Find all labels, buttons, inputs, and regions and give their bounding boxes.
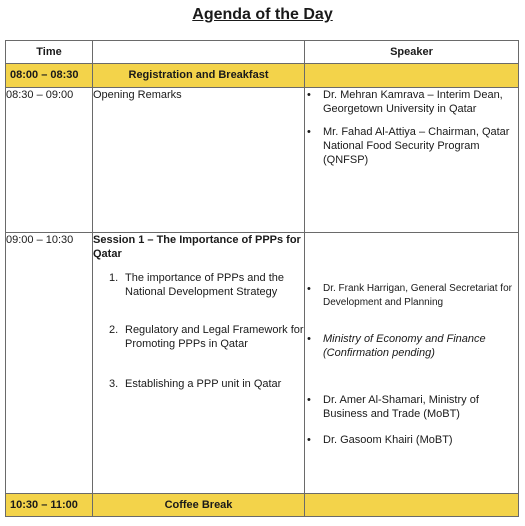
speaker-item — [305, 125, 518, 167]
agenda-table — [5, 40, 519, 517]
bullet-icon: • — [307, 434, 311, 447]
registration-time: 08:00 – 08:30 — [6, 64, 93, 87]
speaker-text: Mr. Fahad Al-Attiya – Chairman, Qatar National Food Security Program (QNFSP) — [323, 125, 510, 166]
agenda-item — [93, 377, 304, 391]
item-number: 3. — [109, 378, 119, 391]
item-text: Regulatory and Legal Framework for Promoting PPPs in Qatar — [125, 324, 304, 351]
item-number: 1. — [109, 272, 119, 285]
speaker-text: Ministry of Economy and Finance (Confirmation pending) — [323, 333, 486, 360]
registration-label: Registration and Breakfast — [93, 64, 305, 87]
session1-speakers — [305, 233, 519, 493]
speaker-text: Dr. Gasoom Khairi (MoBT) — [323, 434, 453, 447]
speaker-text: Dr. Amer Al-Shamari, Ministry of Business and Trade (MoBT) — [323, 394, 479, 421]
speaker-text: Dr. Mehran Kamrava – Interim Dean, Georgetown University in Qatar — [323, 88, 503, 115]
item-number: 2. — [109, 324, 119, 337]
item-text: The importance of PPPs and the National Development Strategy — [125, 272, 284, 299]
page-title: Agenda of the Day — [192, 6, 333, 23]
coffee-row — [6, 493, 519, 516]
speaker-item — [305, 433, 518, 447]
opening-time: 08:30 – 09:00 — [6, 87, 93, 233]
header-activity — [93, 41, 305, 64]
speaker-item — [305, 88, 518, 116]
speaker-text: Dr. Frank Harrigan, General Secretariat for Development and Planning — [323, 283, 512, 309]
speaker-item — [305, 393, 518, 421]
opening-row — [6, 87, 519, 233]
opening-speakers — [305, 87, 519, 233]
coffee-time: 10:30 – 11:00 — [6, 493, 93, 516]
opening-activity: Opening Remarks — [93, 87, 305, 233]
agenda-item — [93, 271, 304, 299]
agenda-item — [93, 323, 304, 351]
coffee-label: Coffee Break — [93, 493, 305, 516]
session1-row — [6, 233, 519, 493]
session1-activity — [93, 233, 305, 493]
header-speaker: Speaker — [305, 41, 519, 64]
coffee-speaker — [305, 493, 519, 516]
session1-time: 09:00 – 10:30 — [6, 233, 93, 493]
speaker-item — [305, 332, 518, 360]
bullet-icon: • — [307, 88, 311, 101]
speaker-item — [305, 282, 518, 310]
bullet-icon: • — [307, 394, 311, 407]
bullet-icon: • — [307, 283, 311, 296]
registration-row — [6, 64, 519, 87]
bullet-icon: • — [307, 333, 311, 346]
item-text: Establishing a PPP unit in Qatar — [125, 378, 282, 391]
session1-title: Session 1 – The Importance of PPPs for Qatar — [93, 234, 301, 261]
bullet-icon: • — [307, 125, 311, 138]
registration-speaker — [305, 64, 519, 87]
header-time: Time — [6, 41, 93, 64]
header-row — [6, 41, 519, 64]
